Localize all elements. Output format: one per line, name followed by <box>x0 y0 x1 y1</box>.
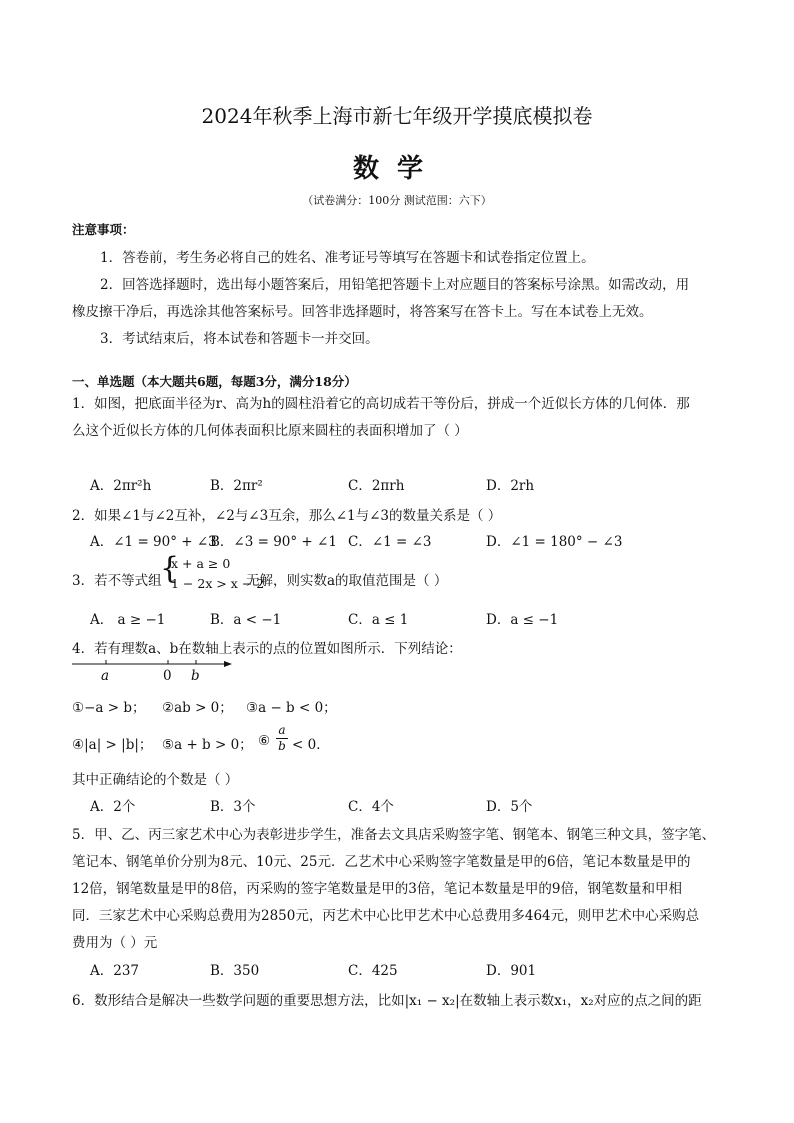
q5-line3: 12倍，钢笔数量是甲的8倍，丙采购的签字笔数量是甲的3倍，笔记本数量是甲的9倍，钢笔数量和甲相 <box>72 881 682 897</box>
q1-line2: 么这个近似长方体的几何体表面积比原来圆柱的表面积增加了（ ） <box>72 423 468 439</box>
q5-option-a: A．237 <box>90 963 140 979</box>
q6-line1: 6．数形结合是解决一些数学问题的重要思想方法，比如|x₁ − x₂|在数轴上表示数x₁，x₂对应的点之间的距 <box>72 993 702 1009</box>
q2-option-c: C．∠1 = ∠3 <box>348 534 432 550</box>
q3-option-a: A． a ≥ −1 <box>90 612 166 628</box>
q1-option-d: D．2rh <box>486 478 535 494</box>
q5-line4: 同．三家艺术中心采购总费用为2850元，丙艺术中心比甲艺术中心总费用多464元，则甲艺术中心采购总 <box>72 908 700 924</box>
q4-conclusion-4: ④|a| > |b|； <box>72 737 153 753</box>
fraction-denominator: b <box>278 739 286 753</box>
q5-line5: 费用为（ ）元 <box>72 935 158 951</box>
q2-option-b: B．∠3 = 90° + ∠1 <box>210 534 337 550</box>
notice-item-2-cont: 橡皮擦干净后，再选涂其他答案标号。回答非选择题时，将答案写在答卡上。写在本试卷上无效。 <box>72 304 653 320</box>
q4-conclusion-3: ③a − b < 0； <box>246 700 337 716</box>
q4-conclusion-5: ⑤a + b > 0； <box>162 737 253 753</box>
q4-conclusion-6-suffix: < 0． <box>292 737 330 753</box>
fraction-numerator: a <box>278 723 286 737</box>
q2-line1: 2．如果∠1与∠2互补，∠2与∠3互余，那么∠1与∠3的数量关系是（ ） <box>72 508 502 524</box>
q3-system-line2: 1 − 2x > x − 2 <box>171 576 265 591</box>
q3-suffix: 无解，则实数a的取值范围是（ ） <box>246 573 448 589</box>
number-line-arrow-icon <box>224 661 232 667</box>
notice-item-1: 1．答卷前，考生务必将自己的姓名、准考证号等填写在答题卡和试卷指定位置上。 <box>100 250 595 266</box>
q4-conclusion-6-fraction <box>276 724 288 753</box>
q5-option-c: C．425 <box>348 963 398 979</box>
q5-line1: 5．甲、乙、丙三家艺术中心为表彰进步学生，准备去文具店采购签字笔、钢笔本、钢笔三种文具，签字笔、 <box>72 827 716 843</box>
q4-conclusion-1: ①−a > b； <box>72 700 146 716</box>
q4-option-c: C．4个 <box>348 799 394 815</box>
q3-option-b: B．a < −1 <box>210 612 282 628</box>
q4-line1: 4．若有理数a、b在数轴上表示的点的位置如图所示．下列结论： <box>72 641 462 657</box>
q1-option-c: C．2πrh <box>348 478 405 494</box>
notice-item-2: 2．回答选择题时，选出每小题答案后，用铅笔把答题卡上对应题目的答案标号涂黑。如需改动，用 <box>100 277 690 293</box>
numline-label-zero: 0 <box>163 668 172 684</box>
exam-meta: （试卷满分：100分 测试范围：六下） <box>302 194 492 207</box>
section-heading: 一、单选题（本大题共6题，每题3分，满分18分） <box>72 374 357 389</box>
q5-line2: 笔记本、钢笔单价分别为8元、10元、25元．乙艺术中心采购签字笔数量是甲的6倍，笔记本数量是甲的 <box>72 854 691 870</box>
exam-title: 2024年秋季上海市新七年级开学摸底模拟卷 <box>201 104 593 128</box>
q4-option-b: B．3个 <box>210 799 256 815</box>
q1-option-b: B．2πr² <box>210 478 263 494</box>
q2-option-d: D．∠1 = 180° − ∠3 <box>486 534 623 550</box>
q3-brace-icon: { <box>160 551 180 586</box>
q5-option-d: D．901 <box>486 963 537 979</box>
q4-question: 其中正确结论的个数是（ ） <box>72 772 239 788</box>
notice-heading: 注意事项： <box>72 222 135 237</box>
q2-option-a: A．∠1 = 90° + ∠3 <box>90 534 217 550</box>
notice-item-3: 3．考试结束后，将本试卷和答题卡一并交回。 <box>100 331 379 347</box>
q3-option-c: C．a ≤ 1 <box>348 612 409 628</box>
q4-option-d: D．5个 <box>486 799 533 815</box>
number-line <box>72 658 232 682</box>
q4-conclusion-6-prefix: ⑥ <box>258 733 271 749</box>
exam-subject: 数学 <box>352 154 441 184</box>
q1-option-a: A．2πr²h <box>90 478 152 494</box>
q3-option-d: D．a ≤ −1 <box>486 612 559 628</box>
q4-conclusion-2: ②ab > 0； <box>162 700 233 716</box>
numline-label-a: a <box>101 668 110 684</box>
q5-option-b: B．350 <box>210 963 260 979</box>
q3-prefix: 3．若不等式组 <box>72 573 162 589</box>
q4-option-a: A．2个 <box>90 799 136 815</box>
q3-system-line1: x + a ≥ 0 <box>171 556 231 571</box>
numline-label-b: b <box>191 668 200 684</box>
q1-line1: 1．如图，把底面半径为r、高为h的圆柱沿着它的高切成若干等份后，拼成一个近似长方体的几何体．那 <box>72 396 690 412</box>
